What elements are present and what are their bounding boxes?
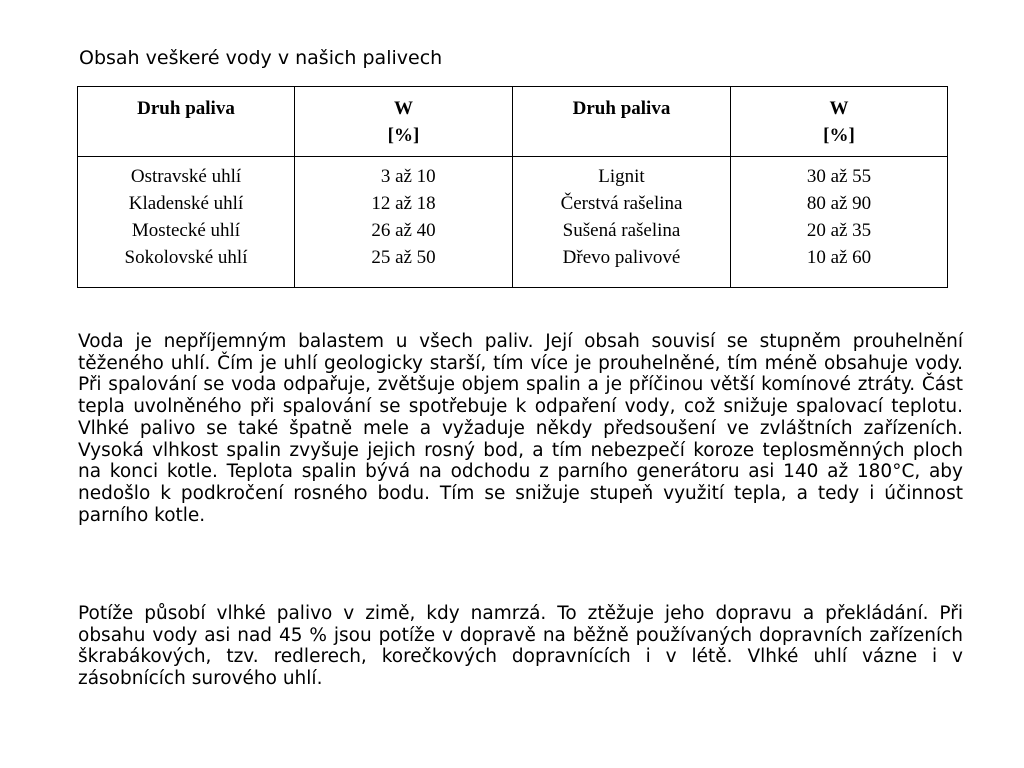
- header-fuel-type-2: [513, 87, 731, 157]
- water-range: 25 až 50: [371, 247, 436, 268]
- fuel-name: Dřevo palivové: [562, 247, 681, 268]
- fuel-name: Ostravské uhlí: [130, 166, 242, 187]
- water-range: 30 až 55: [806, 166, 872, 187]
- water-range: 3 až 10: [371, 166, 436, 187]
- fuel-name: Čerstvá rašelina: [560, 193, 683, 214]
- water-range: 80 až 90: [806, 193, 872, 214]
- fuel-name: Lignit: [598, 166, 645, 187]
- header-water-content-1: [295, 87, 513, 157]
- water-range: 10 až 60: [806, 247, 872, 268]
- header-unit: [%]: [823, 125, 855, 146]
- body-paragraph-2: Potíže působí vlhké palivo v zimě, kdy namrzá. To ztěžuje jeho dopravu a překládání. Při obsahu vody asi nad 45 % jsou potíže v dopravě na běžně používaných dopravních zařízeních škrabákových, tzv. redlerech, korečkových dopravnících i v létě. Vlhké uhlí vázne i v zásobnících surového uhlí.: [78, 603, 963, 690]
- table-header-row: [78, 87, 948, 157]
- slide-title: Obsah veškeré vody v našich palivech: [79, 47, 443, 69]
- header-water-content-2: [731, 87, 948, 157]
- header-fuel-type-1: [78, 87, 295, 157]
- fuel-name: Mostecké uhlí: [131, 220, 241, 241]
- water-content-cell-1: [295, 157, 513, 288]
- header-label: W: [829, 98, 849, 119]
- fuel-water-content-table: [77, 86, 948, 288]
- water-range: 12 až 18: [371, 193, 436, 214]
- header-label: Druh paliva: [137, 98, 235, 119]
- header-label: Druh paliva: [572, 98, 671, 119]
- fuel-name: Sušená rašelina: [562, 220, 681, 241]
- body-paragraph-1: Voda je nepříjemným balastem u všech paliv. Její obsah souvisí se stupněm prouhelnění těženého uhlí. Čím je uhlí geologicky starší, tím více je prouhelněné, tím méně obsahuje vody. Při spalování se voda odpařuje, zvětšuje objem spalin a je příčinou větší komínové ztráty. Část tepla uvolněného při spalování se spotřebuje k odpaření vody, což snižuje spalovací teplotu. Vlhké palivo se také špatně mele a vyžaduje někdy předsoušení ve zvláštních zařízeních. Vysoká vlhkost spalin zvyšuje jejich rosný bod, a tím nebezpečí koroze teplosměnných ploch na konci kotle. Teplota spalin bývá na odchodu z parního generátoru asi 140 až 180°C, aby nedošlo k podkročení rosného bodu. Tím se snižuje stupeň využití tepla, a tedy i účinnost parního kotle.: [78, 331, 963, 526]
- water-range: 20 až 35: [806, 220, 872, 241]
- fuel-type-cell-2: [513, 157, 731, 288]
- fuel-type-cell-1: [78, 157, 295, 288]
- header-unit: [%]: [387, 125, 420, 146]
- table-row: [78, 157, 948, 288]
- header-label: W: [394, 98, 413, 119]
- water-range: 26 až 40: [371, 220, 436, 241]
- fuel-name: Sokolovské uhlí: [124, 247, 248, 268]
- water-content-cell-2: [731, 157, 948, 288]
- fuel-name: Kladenské uhlí: [128, 193, 244, 214]
